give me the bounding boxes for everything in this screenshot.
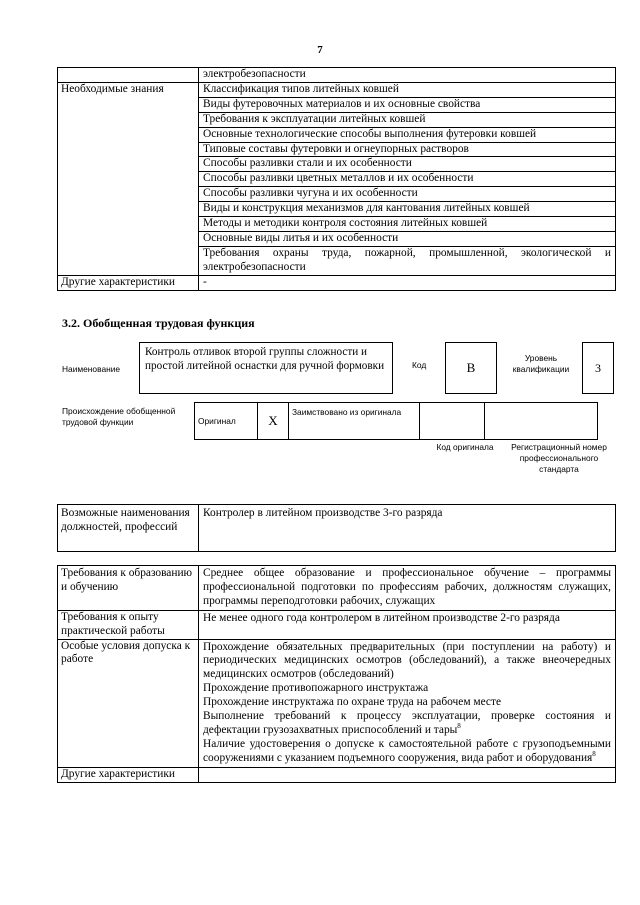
- other-characteristics-label: Другие характеристики: [58, 275, 199, 290]
- knowledge-item: Основные технологические способы выполнения футеровки ковшей: [199, 127, 616, 142]
- other-characteristics-value: [199, 767, 616, 782]
- conditions-list: [199, 639, 616, 767]
- knowledge-item: Способы разливки стали и их особенности: [199, 157, 616, 172]
- education-value: Среднее общее образование и профессиональное обучение – программы профессиональной подготовки по профессиям рабочих, должностям служащих, программы переподготовки рабочих, служащих: [199, 566, 616, 611]
- level-label: Уровень квалификации: [512, 353, 570, 374]
- knowledge-item: Виды и конструкция механизмов для кантования литейных ковшей: [199, 202, 616, 217]
- original-label: Оригинал: [195, 403, 258, 440]
- footnote-mark: 8: [457, 722, 461, 731]
- knowledge-item: Требования к эксплуатации литейных ковшей: [199, 112, 616, 127]
- code-label: Код: [412, 360, 427, 370]
- footnote-mark: 8: [592, 749, 596, 758]
- condition-item-with-note: [203, 710, 611, 738]
- knowledge-item: Типовые составы футеровки и огнеупорных растворов: [199, 142, 616, 157]
- experience-value: Не менее одного года контролером в литейном производстве 2-го разряда: [199, 610, 616, 639]
- table-row: [58, 566, 616, 611]
- knowledge-label: Необходимые знания: [58, 82, 199, 275]
- condition-item-with-note: [203, 738, 611, 766]
- knowledge-item: Требования охраны труда, пожарной, промышленной, экологической и электробезопасности: [199, 246, 616, 275]
- table-row: [58, 639, 616, 767]
- knowledge-item: Методы и методики контроля состояния литейных ковшей: [199, 217, 616, 232]
- origin-label: Происхождение обобщенной трудовой функции: [62, 406, 176, 427]
- original-mark: X: [258, 403, 289, 440]
- origin-table: [194, 402, 598, 440]
- other-characteristics-label: Другие характеристики: [58, 767, 199, 782]
- table-row: [58, 767, 616, 782]
- function-code-box: B: [445, 342, 497, 394]
- table-row: [58, 610, 616, 639]
- knowledge-item: Классификация типов литейных ковшей: [199, 82, 616, 97]
- knowledge-item: Способы разливки чугуна и их особенности: [199, 187, 616, 202]
- table-row: [58, 68, 616, 83]
- function-name-box: Контроль отливок второй группы сложности и простой литейной оснастки для ручной формовки: [139, 342, 393, 394]
- table-row: [58, 82, 616, 97]
- section-title: 3.2. Обобщенная трудовая функция: [62, 316, 255, 330]
- page-number: 7: [317, 44, 323, 56]
- condition-item: Наличие удостоверения о допуске к самостоятельной работе с грузоподъемными сооружениями с указанием подъемного сооружения, вида работ и оборудования: [203, 737, 611, 764]
- knowledge-table: [57, 67, 616, 291]
- table-row: [195, 403, 598, 440]
- requirements-table: [57, 565, 616, 783]
- table-row: [58, 505, 616, 552]
- registration-number-cell: [485, 403, 598, 440]
- condition-item: Прохождение инструктажа по охране труда на рабочем месте: [203, 696, 502, 709]
- condition-item: Прохождение обязательных предварительных (при поступлении на работу) и периодических медицинских осмотров (обследований), а также внеочередных медицинских осмотров (обследований): [203, 640, 611, 681]
- education-label: Требования к образованию и обучению: [58, 566, 199, 611]
- experience-label: Требования к опыту практической работы: [58, 610, 199, 639]
- registration-caption: Регистрационный номер профессионального стандарта: [511, 442, 607, 474]
- table-row: [58, 275, 616, 290]
- condition-item: Выполнение требований к процессу эксплуатации, проверке состояния и дефектации грузозахватных приспособлений и тары: [203, 710, 611, 736]
- knowledge-item: Способы разливки цветных металлов и их особенности: [199, 172, 616, 187]
- positions-value: Контролер в литейном производстве 3-го разряда: [199, 505, 616, 552]
- empty-cell: [58, 68, 199, 83]
- name-label: Наименование: [62, 364, 121, 374]
- conditions-label: Особые условия допуска к работе: [58, 639, 199, 767]
- level-box: 3: [582, 342, 614, 394]
- borrowed-label: Заимствовано из оригинала: [289, 403, 420, 440]
- continuation-cell: электробезопасности: [199, 68, 616, 83]
- code-caption: Код оригинала: [436, 442, 494, 452]
- positions-label: Возможные наименования должностей, профессий: [58, 505, 199, 552]
- positions-table: [57, 504, 616, 552]
- knowledge-item: Основные виды литья и их особенности: [199, 231, 616, 246]
- condition-item: Прохождение противопожарного инструктажа: [203, 682, 429, 695]
- knowledge-item: Виды футеровочных материалов и их основные свойства: [199, 97, 616, 112]
- other-characteristics-value: -: [199, 275, 616, 290]
- original-code-cell: [420, 403, 485, 440]
